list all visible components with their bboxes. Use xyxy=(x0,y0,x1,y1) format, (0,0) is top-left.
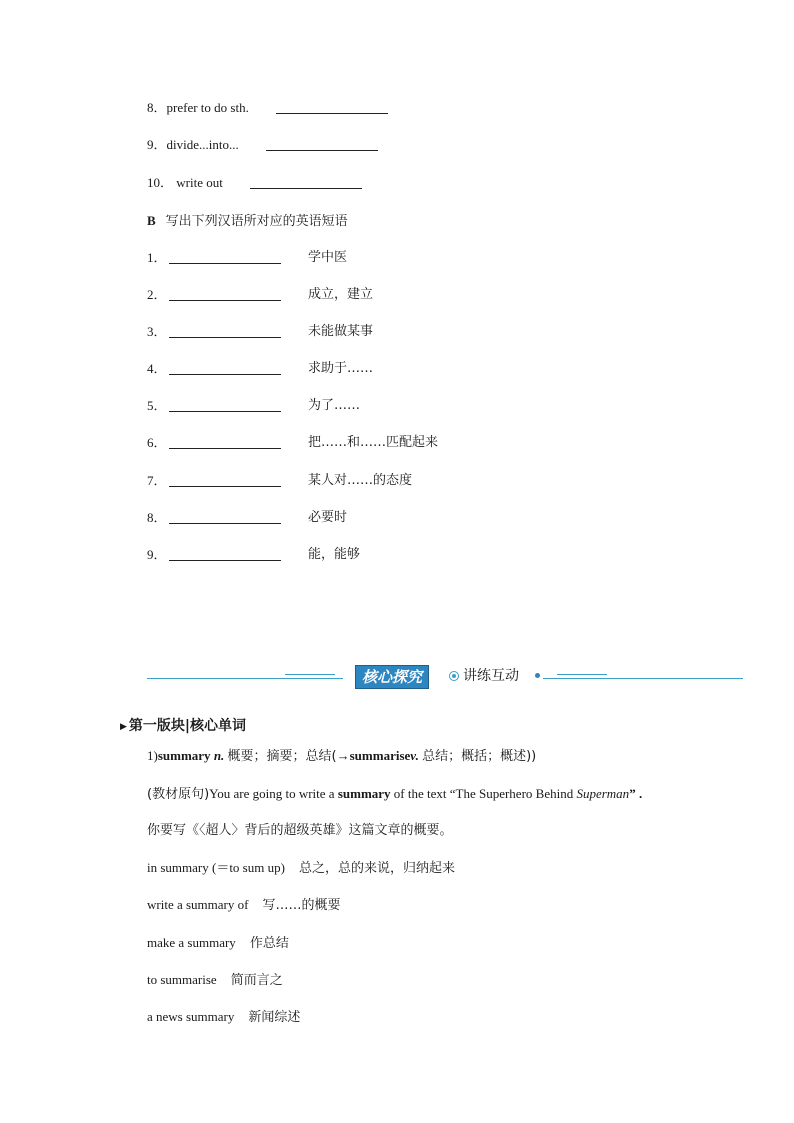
item-number: 10． xyxy=(147,175,174,190)
example-sentence xyxy=(147,784,642,805)
part-b-item xyxy=(147,545,361,565)
part-b-item xyxy=(147,471,413,491)
item-english: prefer to do sth. xyxy=(166,100,249,115)
banner-dot-icon xyxy=(449,671,459,681)
vocab-entry-line xyxy=(147,746,536,767)
phrase-item xyxy=(147,970,283,991)
part-b-item xyxy=(147,396,361,416)
triangle-marker-icon: ▶ xyxy=(120,722,127,732)
phrase-chinese: 新闻综述 xyxy=(248,1010,301,1025)
example-source: (教材原句) xyxy=(147,787,210,802)
section-title-text: 第一版块|核心单词 xyxy=(128,718,247,734)
item-number: 4． xyxy=(147,361,167,376)
answer-blank[interactable] xyxy=(169,397,281,412)
item-chinese: 把……和……匹配起来 xyxy=(308,435,439,450)
phrase-english: write a summary of xyxy=(147,897,249,912)
part-b-item xyxy=(147,359,374,379)
phrase-item xyxy=(147,858,455,879)
entry-number: 1) xyxy=(147,748,158,763)
part-b-item xyxy=(147,322,374,342)
section-heading xyxy=(120,716,246,737)
item-number: 9． xyxy=(147,137,167,152)
entry-word: summary xyxy=(157,748,211,763)
phrase-english: in summary (＝to sum up) xyxy=(147,860,285,875)
arrow-icon: → xyxy=(336,748,350,763)
example-italic: Superman xyxy=(576,786,630,801)
entry-derived-meaning: 总结；概括；概述)) xyxy=(422,749,537,764)
example-text: You are going to write a xyxy=(209,786,338,801)
item-chinese: 某人对……的态度 xyxy=(308,473,413,488)
answer-blank[interactable] xyxy=(169,434,281,449)
entry-meaning: 概要；摘要；总结( xyxy=(227,749,337,764)
entry-derived-word: summarise xyxy=(349,748,411,763)
banner-rule-left xyxy=(147,678,343,679)
item-chinese: 为了…… xyxy=(308,398,361,413)
section-banner xyxy=(147,662,743,692)
banner-title: 核心探究 xyxy=(355,665,429,689)
phrase-item xyxy=(147,933,289,954)
entry-pos: n. xyxy=(213,748,225,763)
answer-blank[interactable] xyxy=(250,174,362,189)
item-chinese: 必要时 xyxy=(308,510,348,525)
entry-derived-pos: v. xyxy=(410,748,419,763)
item-number: 5． xyxy=(147,398,167,413)
answer-blank[interactable] xyxy=(169,323,281,338)
phrase-chinese: 简而言之 xyxy=(230,973,283,988)
phrase-item xyxy=(147,895,340,916)
item-number: 2． xyxy=(147,287,167,302)
answer-blank[interactable] xyxy=(169,360,281,375)
answer-blank[interactable] xyxy=(266,136,378,151)
item-number: 9． xyxy=(147,547,167,562)
item-number: 7． xyxy=(147,473,167,488)
example-keyword: summary xyxy=(337,786,391,801)
banner-rule-right-accent xyxy=(557,674,607,675)
item-number: 8． xyxy=(147,100,167,115)
item-number: 8． xyxy=(147,510,167,525)
item-chinese: 未能做某事 xyxy=(308,324,374,339)
answer-blank[interactable] xyxy=(169,509,281,524)
answer-blank[interactable] xyxy=(169,286,281,301)
phrase-chinese: 作总结 xyxy=(249,936,289,951)
banner-rule-left-accent xyxy=(285,674,335,675)
phrase-english: a news summary xyxy=(147,1009,235,1024)
phrase-english: make a summary xyxy=(147,935,236,950)
item-english: divide...into... xyxy=(166,137,239,152)
part-a-item-10 xyxy=(147,173,362,193)
item-english: write out xyxy=(176,175,223,190)
example-translation: 你要写《〈超人〉背后的超级英雄》这篇文章的概要。 xyxy=(147,823,453,838)
phrase-english: to summarise xyxy=(147,972,217,987)
answer-blank[interactable] xyxy=(169,249,281,264)
part-b-heading xyxy=(147,211,348,231)
answer-blank[interactable] xyxy=(276,99,388,114)
part-b-instruction: 写出下列汉语所对应的英语短语 xyxy=(165,214,348,229)
part-b-item xyxy=(147,433,439,453)
item-number: 1． xyxy=(147,250,167,265)
item-chinese: 成立，建立 xyxy=(308,287,374,302)
example-text: of the text “The Superhero Behind xyxy=(390,786,577,801)
answer-blank[interactable] xyxy=(169,472,281,487)
part-b-item xyxy=(147,248,348,268)
item-chinese: 能，能够 xyxy=(308,547,361,562)
banner-subtitle: 讲练互动 xyxy=(463,668,519,684)
item-number: 3． xyxy=(147,324,167,339)
part-b-item xyxy=(147,285,374,305)
phrase-item xyxy=(147,1007,300,1028)
banner-rule-right xyxy=(543,678,743,679)
item-number: 6． xyxy=(147,435,167,450)
answer-blank[interactable] xyxy=(169,546,281,561)
phrase-chinese: 写……的概要 xyxy=(262,898,341,913)
item-chinese: 学中医 xyxy=(308,250,348,265)
phrase-chinese: 总之，总的来说，归纳起来 xyxy=(298,861,455,876)
part-a-item-9 xyxy=(147,135,378,155)
item-chinese: 求助于…… xyxy=(308,361,374,376)
example-text: ” . xyxy=(629,786,643,801)
banner-end-dot-icon xyxy=(535,673,540,678)
part-a-item-8 xyxy=(147,98,388,118)
part-b-label: B xyxy=(147,213,156,228)
part-b-item xyxy=(147,508,348,528)
